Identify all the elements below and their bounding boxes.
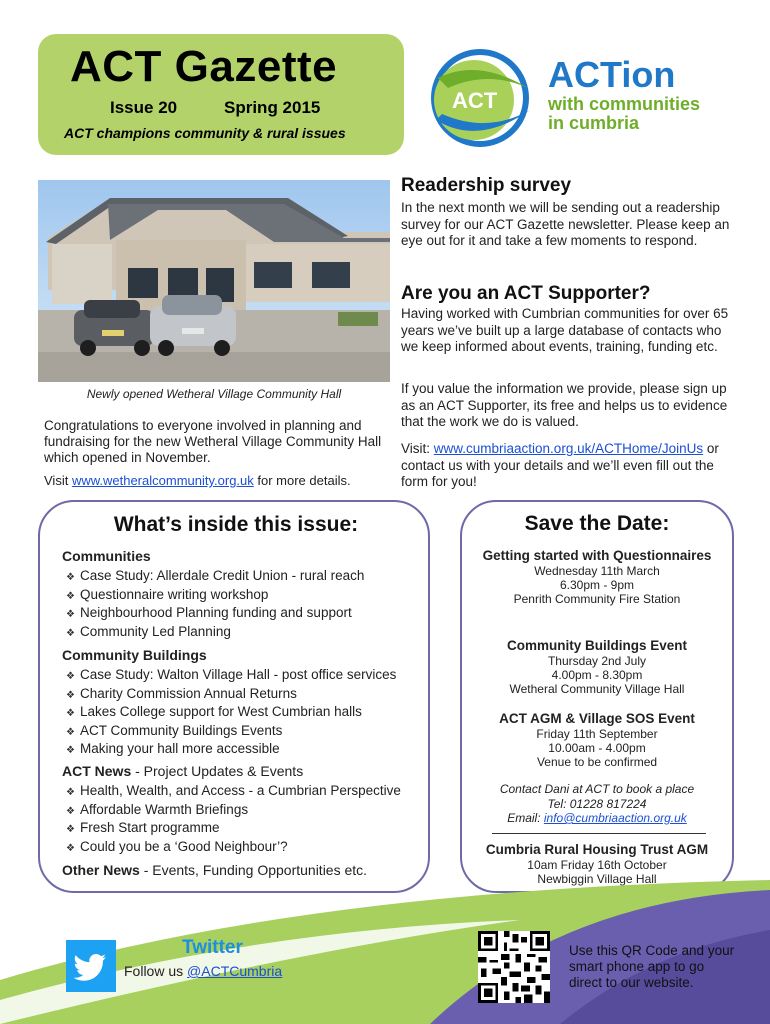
event-community-buildings xyxy=(462,638,732,696)
other-news-heading: Other News - Events, Funding Opportunities etc. xyxy=(62,862,368,878)
list-item: ❖ Fresh Start programme xyxy=(66,820,401,839)
booking-contact xyxy=(462,782,732,826)
congratulations-text: Congratulations to everyone involved in planning and fundraising for the new Wetheral Village Community Hall which opened in November. xyxy=(44,418,382,465)
list-item: ❖ Affordable Warmth Briefings xyxy=(66,802,401,821)
event-time: 6.30pm - 9pm xyxy=(559,578,635,592)
list-item: ❖ Making your hall more accessible xyxy=(66,741,396,760)
list-item: ❖ Lakes College support for West Cumbrian halls xyxy=(66,704,396,723)
event-date: Wednesday 11th March xyxy=(534,564,660,578)
tagline: ACT champions community & rural issues xyxy=(64,125,346,141)
qr-instructions: Use this QR Code and your smart phone app to go direct to our website. xyxy=(569,943,735,990)
event-time: 4.00pm - 8.30pm xyxy=(551,668,643,682)
communities-list xyxy=(66,568,364,642)
supporter-body: Having worked with Cumbrian communities for over 65 years we’ve built up a large database of contacts who we keep informed about events, training, funding etc. xyxy=(401,306,729,354)
event-place: Wetheral Community Village Hall xyxy=(509,682,685,696)
issue-season: Spring 2015 xyxy=(224,98,321,117)
twitter-handle-link[interactable]: @ACTCumbria xyxy=(187,963,283,979)
bullet-icon: ❖ xyxy=(66,671,75,682)
contact-email-link[interactable]: info@cumbriaaction.org.uk xyxy=(543,811,687,825)
newsletter-title: ACT Gazette xyxy=(70,42,338,91)
list-item: ❖ ACT Community Buildings Events xyxy=(66,723,396,742)
logo-name: ACTion xyxy=(548,54,676,95)
save-the-date-box xyxy=(460,500,734,893)
list-item: ❖ Health, Wealth, and Access - a Cumbrian Perspective xyxy=(66,783,401,802)
supporter-visit-suffix: or contact us with your details and we’ll even fill out the form for you! xyxy=(401,441,719,489)
twitter-title: Twitter xyxy=(182,937,243,958)
save-the-date-title: Save the Date: xyxy=(524,512,670,535)
contact-phone: Tel: 01228 817224 xyxy=(547,796,647,811)
event-agm xyxy=(462,711,732,769)
news-list xyxy=(66,783,401,857)
divider xyxy=(492,833,706,834)
buildings-list xyxy=(66,667,396,760)
event-title: Community Buildings Event xyxy=(506,638,687,653)
visit-prefix: Visit xyxy=(44,473,72,488)
bullet-icon: ❖ xyxy=(66,787,75,798)
bullet-icon: ❖ xyxy=(66,609,75,621)
event-place: Venue to be confirmed xyxy=(536,755,658,769)
supporter-body-2: If you value the information we provide, please sign up as an ACT Supporter, its free and helps us to evidence that the work we do is valued. xyxy=(401,381,728,429)
list-item: ❖ Case Study: Allerdale Credit Union - rural reach xyxy=(66,568,364,587)
joinus-link[interactable]: www.cumbriaaction.org.uk/ACTHome/JoinUs xyxy=(433,441,704,456)
bullet-icon: ❖ xyxy=(66,627,75,639)
inside-issue-box xyxy=(38,500,430,893)
event-title: Cumbria Rural Housing Trust AGM xyxy=(485,842,709,857)
event-questionnaires xyxy=(462,548,732,606)
twitter-follow-line: Follow us @ACTCumbria xyxy=(124,963,283,979)
event-date: Thursday 2nd July xyxy=(547,654,647,668)
readership-heading: Readership survey xyxy=(401,175,572,196)
readership-body: In the next month we will be sending out a readership survey for our ACT Gazette newsletter. Please keep an eye out for it and take a few moments to respond. xyxy=(401,200,730,248)
bullet-icon: ❖ xyxy=(66,590,75,602)
bullet-icon: ❖ xyxy=(66,745,75,757)
act-news-heading: ACT News - Project Updates & Events xyxy=(62,763,304,779)
list-item: ❖ Neighbourhood Planning funding and support xyxy=(66,605,364,624)
buildings-heading: Community Buildings xyxy=(62,647,207,663)
twitter-icon[interactable] xyxy=(66,940,116,992)
bullet-icon: ❖ xyxy=(66,824,75,836)
bullet-icon: ❖ xyxy=(66,708,75,720)
logo-subtitle-line2: in cumbria xyxy=(548,113,640,133)
visit-suffix: for more details. xyxy=(253,473,351,488)
logo-mark-text: ACT xyxy=(452,88,498,113)
wetheral-website-link[interactable]: www.wetheralcommunity.org.uk xyxy=(71,473,254,488)
issue-number: Issue 20 xyxy=(110,98,178,117)
inside-title: What’s inside this issue: xyxy=(113,513,359,536)
list-item: ❖ Could you be a ‘Good Neighbour’? xyxy=(66,839,401,858)
list-item: ❖ Community Led Planning xyxy=(66,624,364,643)
bullet-icon: ❖ xyxy=(66,805,75,817)
bullet-icon: ❖ xyxy=(66,726,75,738)
bullet-icon: ❖ xyxy=(66,689,75,701)
bullet-icon: ❖ xyxy=(66,572,75,583)
event-date: Friday 11th September xyxy=(536,727,658,741)
qr-code-icon[interactable] xyxy=(478,931,550,1003)
event-line: 10am Friday 16th October xyxy=(527,858,667,872)
list-item: ❖ Charity Commission Annual Returns xyxy=(66,686,396,705)
communities-heading: Communities xyxy=(62,548,151,564)
event-time: 10.00am - 4.00pm xyxy=(548,741,646,755)
supporter-visit-prefix: Visit: xyxy=(401,441,434,456)
supporter-heading: Are you an ACT Supporter? xyxy=(401,283,651,304)
event-place: Penrith Community Fire Station xyxy=(513,592,681,606)
event-line: Newbiggin Village Hall xyxy=(537,872,657,886)
list-item: ❖ Questionnaire writing workshop xyxy=(66,587,364,606)
village-hall-photo xyxy=(38,180,390,382)
contact-email-line: Email: info@cumbriaaction.org.uk xyxy=(507,811,687,825)
event-title: Getting started with Questionnaires xyxy=(482,548,712,563)
contact-line: Contact Dani at ACT to book a place xyxy=(499,782,695,796)
visit-wetheral-line xyxy=(44,473,392,488)
list-item: ❖ Case Study: Walton Village Hall - post office services xyxy=(66,667,396,686)
logo-subtitle-line1: with communities xyxy=(548,94,701,114)
photo-caption: Newly opened Wetheral Village Community Hall xyxy=(86,387,342,401)
masthead-banner xyxy=(38,34,404,155)
event-title: ACT AGM & Village SOS Event xyxy=(499,711,695,726)
bullet-icon: ❖ xyxy=(66,842,75,854)
supporter-visit xyxy=(401,441,731,491)
action-logo-icon xyxy=(418,48,548,148)
